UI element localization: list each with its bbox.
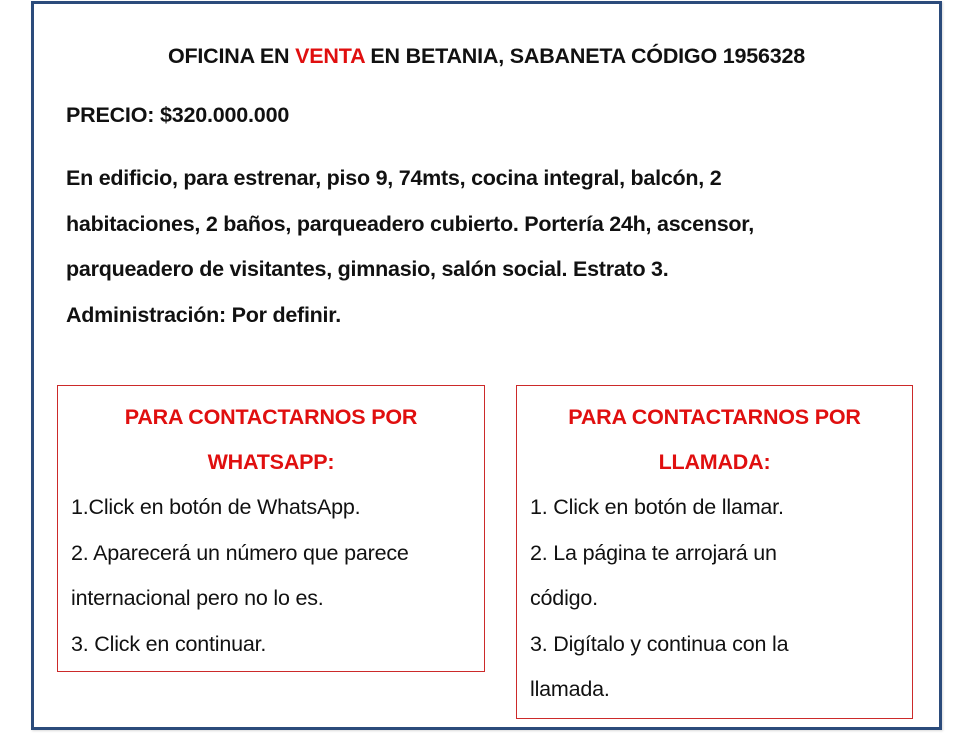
listing-title [34,44,939,69]
instruction-line: 2. La página te arrojará un [530,540,777,565]
whatsapp-contact-box [57,385,485,672]
instruction-line: código. [530,586,598,610]
call-contact-box [516,385,913,719]
call-contact-heading [517,395,912,485]
heading-line: WHATSAPP: [207,450,335,474]
heading-line: PARA CONTACTARNOS POR [124,405,418,429]
instruction-line: internacional pero no lo es. [71,586,324,610]
instruction-line: 2. Aparecerá un número que parece [71,540,409,565]
whatsapp-contact-heading [58,395,484,485]
listing-card [31,1,942,730]
description-line: parqueadero de visitantes, gimnasio, salón social. Estrato 3. [66,257,669,281]
instruction-line: 1. Click en botón de llamar. [530,495,784,519]
title-accent-sale: VENTA [295,44,365,68]
instruction-line: llamada. [530,677,610,701]
whatsapp-instructions [58,485,484,667]
title-prefix: OFICINA EN [167,44,296,68]
instruction-line: 3. Digítalo y continua con la [530,631,789,656]
listing-price: PRECIO: $320.000.000 [66,103,290,127]
description-line: En edificio, para estrenar, piso 9, 74mts, cocina integral, balcón, 2 [66,166,722,190]
heading-line: PARA CONTACTARNOS POR [568,405,861,429]
instruction-line: 3. Click en continuar. [71,631,267,656]
listing-description [66,156,916,338]
title-suffix: EN BETANIA, SABANETA CÓDIGO 1956328 [364,44,806,68]
description-line: habitaciones, 2 baños, parqueadero cubierto. Portería 24h, ascensor, [66,211,754,236]
instruction-line: 1.Click en botón de WhatsApp. [71,495,361,519]
call-instructions [517,485,912,713]
description-line: Administración: Por definir. [66,302,341,327]
heading-line: LLAMADA: [658,450,771,474]
